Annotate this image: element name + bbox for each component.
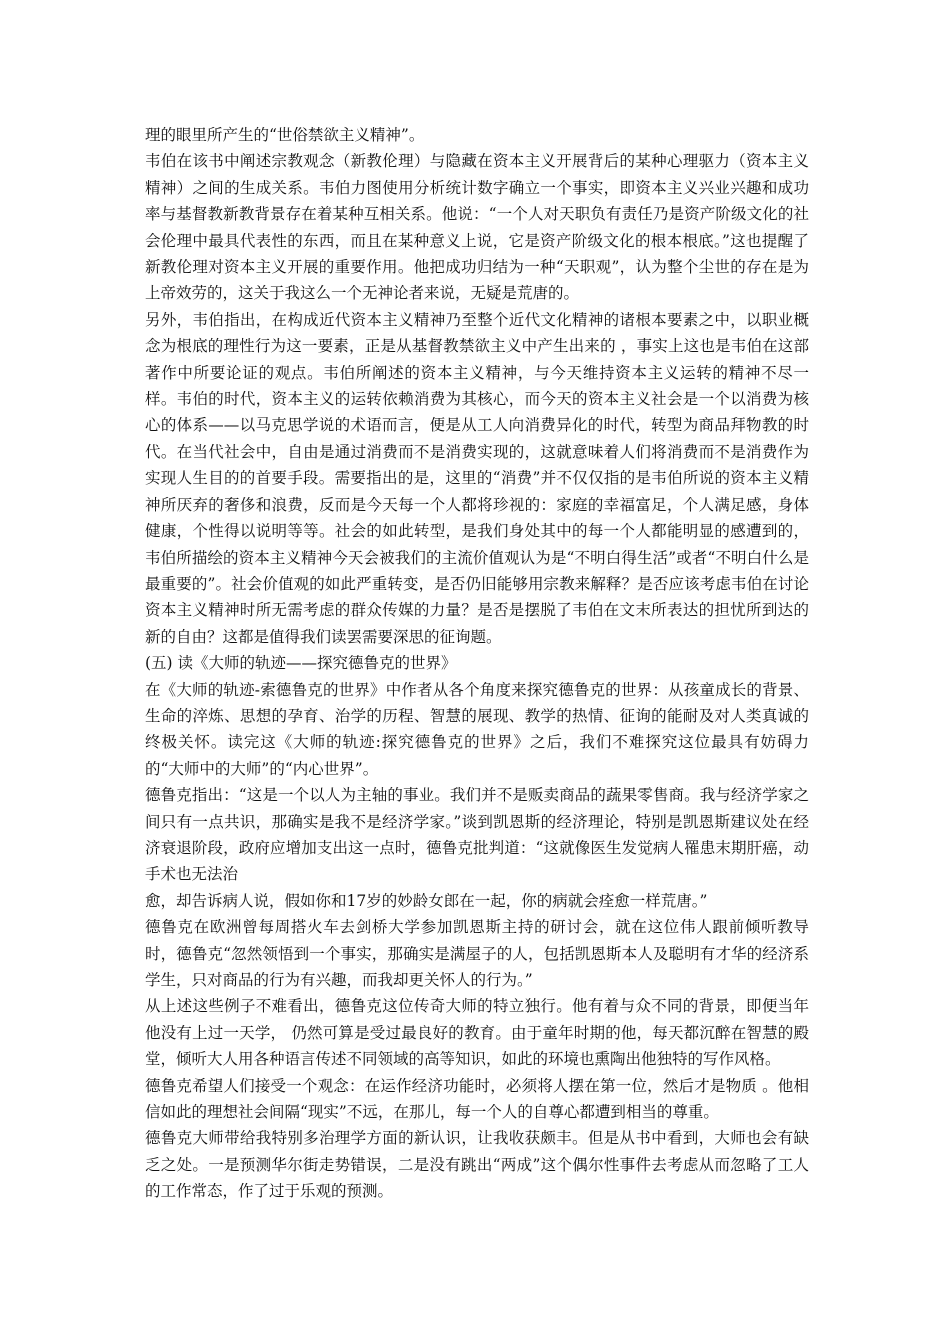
paragraph-drucker-concept: 德鲁克希望人们接受一个观念：在运作经济功能时，必须将人摆在第一位，然后才是物质 。他相信如此的理想社会间隔“现实”不远，在那儿，每一个人的自尊心都遭到相当的尊重。	[145, 1076, 809, 1122]
paragraph-drucker-uniqueness: 从上述这些例子不难看出，德鲁克这位传奇大师的特立独行。他有着与众不同的背景，即便当年他没有上过一天学， 仍然可算是受过最良好的教育。由于童年时期的他，每天都沉醉在智慧的殿堂，倾听大人用各种语言传述不同领域的高等知识，如此的环境也熏陶出他独特的写作风格。	[145, 997, 809, 1069]
paragraph-drucker-intro: 在《大师的轨迹-索德鲁克的世界》中作者从各个角度来探究德鲁克的世界：从孩童成长的背景、生命的淬炼、思想的孕育、治学的历程、智慧的展现、教学的热情、征询的能耐及对人类真诚的终极关怀。读完这《大师的轨迹:探究德鲁克的世界》之后，我们不难探究这位最具有妨碍力的“大师中的大师”的“内心世界”。	[145, 680, 809, 778]
paragraph-drucker-reflection: 德鲁克大师带给我特别多治理学方面的新认识，让我收获颇丰。但是从书中看到，大师也会有缺乏之处。一是预测华尔街走势错误，二是没有跳出“两成”这个偶尔性事件去考虑从而忽略了工人的工作常态，作了过于乐观的预测。	[145, 1129, 809, 1201]
paragraph-weber-consumption: 另外，韦伯指出，在构成近代资本主义精神乃至整个近代文化精神的诸根本要素之中，以职业概念为根底的理性行为这一要素，正是从基督教禁欲主义中产生出来的 ，事实上这也是韦伯在这部著作中所要论证的观点。韦伯所阐述的资本主义精神，与今天维持资本主义运转的精神不尽一样。韦伯的时代，资本主义的运转依赖消费为其核心，而今天的资本主义社会是一个以消费为核心的体系——以马克思学说的术语而言，便是从工人向消费异化的时代，转型为商品拜物教的时代。在当代社会中，自由是通过消费而不是消费实现的，这就意味着人们将消费而不是消费作为实现人生目的的首要手段。需要指出的是，这里的“消费”并不仅仅指的是韦伯所说的资本主义精神所厌弃的奢侈和浪费，反而是今天每一个人都将珍视的：家庭的幸福富足，个人满足感，身体健康，个性得以说明等等。社会的如此转型，是我们身处其中的每一个人都能明显的感遭到的，韦伯所描绘的资本主义精神今天会被我们的主流价值观认为是“不明白得生活”或者“不明白什么是最重要的”。社会价值观的如此严重转变，是否仍旧能够用宗教来解释？是否应该考虑韦伯在讨论资本主义精神时所无需考虑的群众传媒的力量？是否是摆脱了韦伯在文末所表达的担忧所到达的新的自由？这都是值得我们读罢需要深思的征询题。	[145, 310, 809, 646]
paragraph-continuation: 理的眼里所产生的“世俗禁欲主义精神”。	[145, 126, 425, 144]
paragraph-drucker-keynes: 德鲁克在欧洲曾每周搭火车去剑桥大学参加凯恩斯主持的研讨会，就在这位伟人跟前倾听教导时，德鲁克“忽然领悟到一个事实，那确实是满屋子的人，包括凯恩斯本人及聪明有才华的经济系学生，只对商品的行为有兴趣，而我却更关怀人的行为。”	[145, 918, 809, 989]
section-heading: (五) 读《大师的轨迹——探究德鲁克的世界》	[145, 654, 457, 673]
paragraph-drucker-quote: 德鲁克指出：“这是一个以人为主轴的事业。我们并不是贩卖商品的蔬果零售商。我与经济学家之间只有一点共识，那确实是我不是经济学家。”谈到凯恩斯的经济理论，特别是凯恩斯建议处在经济衰退阶段，政府应增加支出这一点时，德鲁克批判道：“这就像医生发觉病人罹患末期肝癌，动手术也无法治	[145, 786, 809, 884]
paragraph-drucker-quote-cont: 愈，却告诉病人说，假如你和17岁的妙龄女郎在一起，你的病就会痊愈一样荒唐。”	[145, 891, 708, 910]
document-page	[145, 122, 809, 1205]
paragraph-weber-relationship: 韦伯在该书中阐述宗教观念（新教伦理）与隐藏在资本主义开展背后的某种心理驱力（资本主义精神）之间的生成关系。韦伯力图使用分析统计数字确立一个事实，即资本主义兴业兴趣和成功率与基督教新教背景存在着某种互相关系。他说：“一个人对天职负有责任乃是资产阶级文化的社会伦理中最具代表性的东西，而且在某种意义上说，它是资产阶级文化的根本根底。”这也提醒了新教伦理对资本主义开展的重要作用。他把成功归结为一种“天职观”，认为整个尘世的存在是为上帝效劳的，这关于我这么一个无神论者来说，无疑是荒唐的。	[145, 152, 809, 303]
